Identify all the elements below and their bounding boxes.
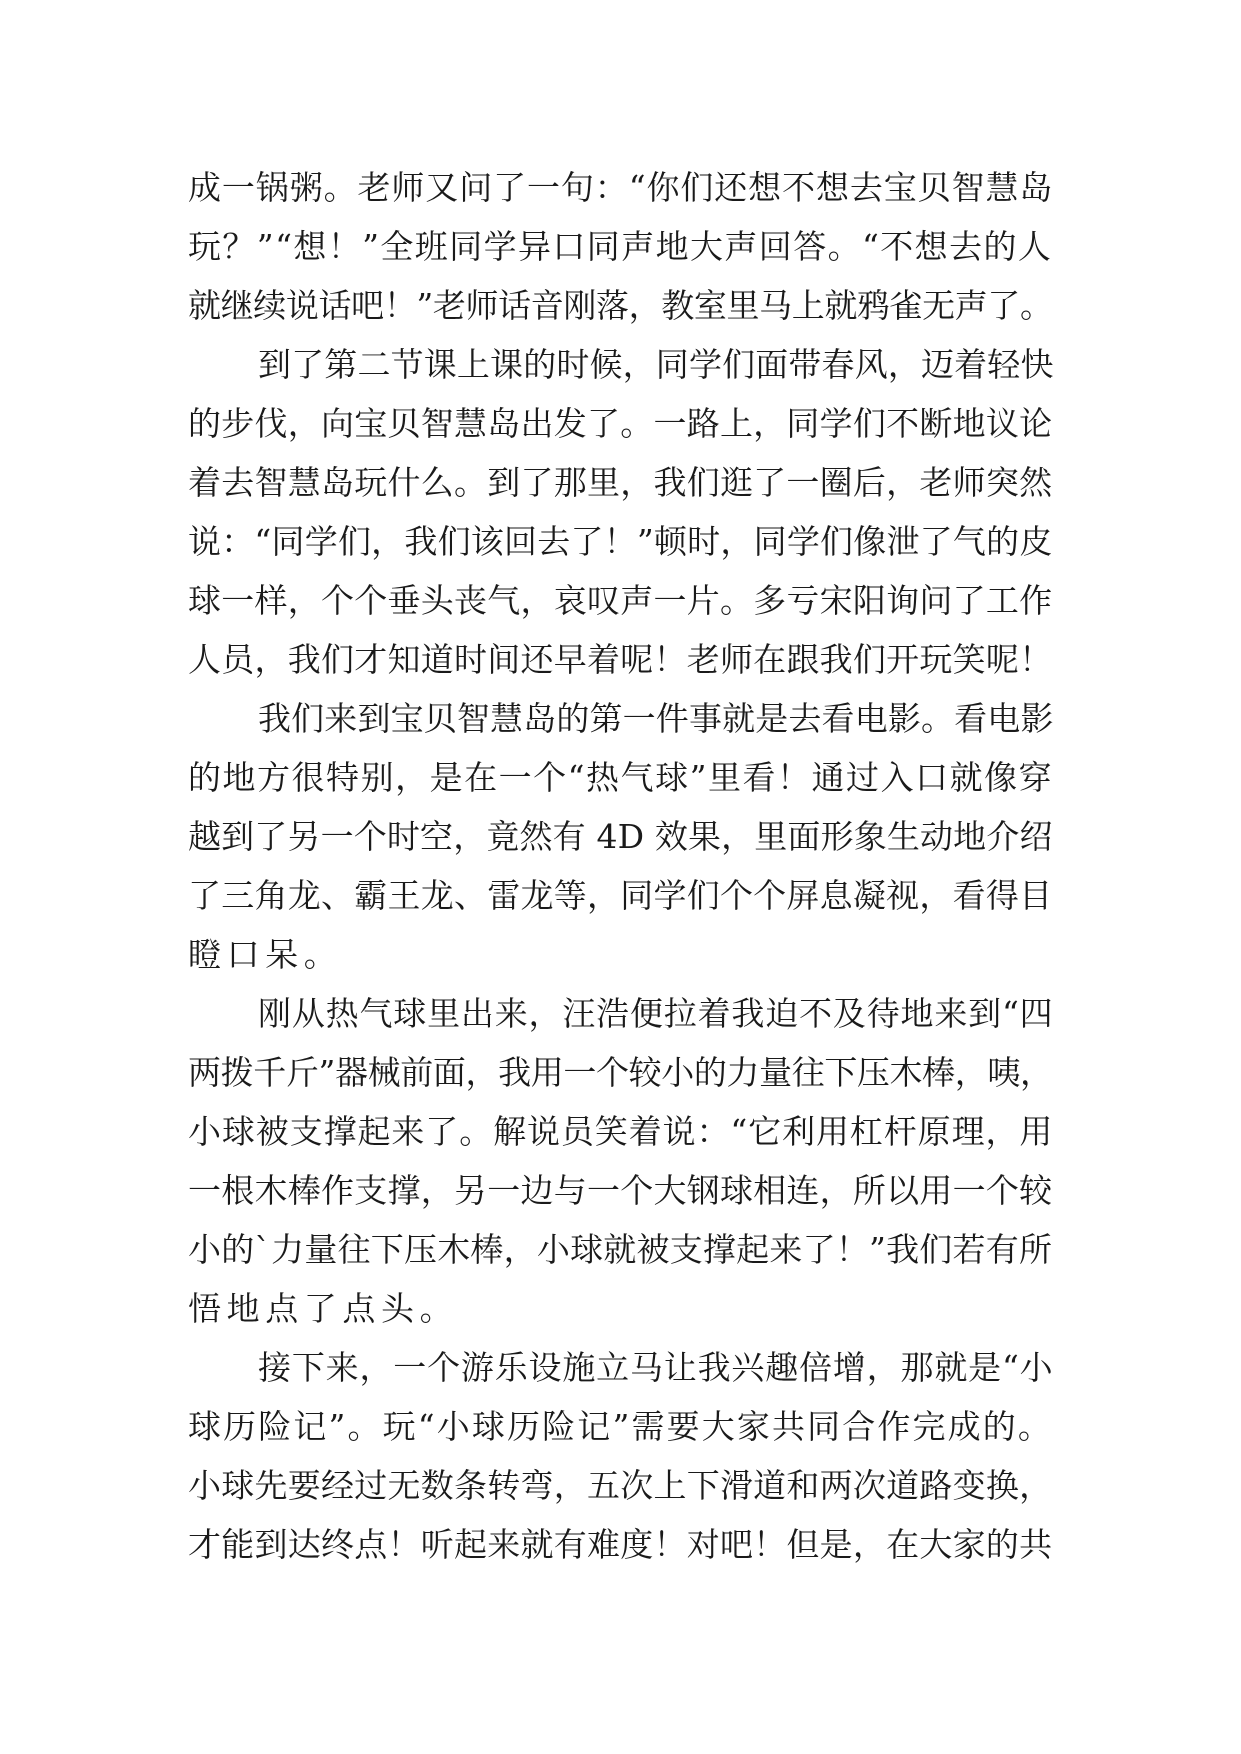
text-line: 就继续说话吧！”老师话音刚落，教室里马上就鸦雀无声了。 xyxy=(188,286,1053,325)
text-line: 小球先要经过无数条转弯，五次上下滑道和两次道路变换， xyxy=(188,1466,1053,1505)
text-line: 一根木棒作支撑，另一边与一个大钢球相连，所以用一个较 xyxy=(188,1171,1053,1210)
paragraph-first-line: 刚从热气球里出来，汪浩便拉着我迫不及待地来到“四 xyxy=(258,994,1054,1033)
paragraph-first-line: 到了第二节课上课的时候，同学们面带春风，迈着轻快 xyxy=(258,345,1054,384)
text-line: 瞪口呆。 xyxy=(188,935,343,974)
text-line: 两拨千斤”器械前面，我用一个较小的力量往下压木棒，咦， xyxy=(188,1053,1053,1092)
text-line: 人员，我们才知道时间还早着呢！老师在跟我们开玩笑呢！ xyxy=(188,640,1053,679)
text-line: 才能到达终点！听起来就有难度！对吧！但是，在大家的共 xyxy=(188,1525,1053,1564)
text-line: 球历险记”。玩“小球历险记”需要大家共同合作完成的。 xyxy=(188,1407,1054,1446)
document-body xyxy=(188,158,1058,1574)
text-line: 玩？”“想！”全班同学异口同声地大声回答。“不想去的人 xyxy=(188,227,1053,266)
text-line: 越到了另一个时空，竟然有 4D 效果，里面形象生动地介绍 xyxy=(188,817,1053,856)
text-line: 悟地点了点头。 xyxy=(188,1289,459,1328)
paragraph-first-line: 接下来，一个游乐设施立马让我兴趣倍增，那就是“小 xyxy=(258,1348,1054,1387)
paragraph-first-line: 我们来到宝贝智慧岛的第一件事就是去看电影。看电影 xyxy=(258,699,1054,738)
text-line: 了三角龙、霸王龙、雷龙等，同学们个个屏息凝视，看得目 xyxy=(188,876,1053,915)
text-line: 球一样，个个垂头丧气，哀叹声一片。多亏宋阳询问了工作 xyxy=(188,581,1053,620)
text-line: 小的`力量往下压木棒，小球就被支撑起来了！”我们若有所 xyxy=(188,1230,1053,1269)
text-line: 说：“同学们，我们该回去了！”顿时，同学们像泄了气的皮 xyxy=(188,522,1053,561)
text-line: 着去智慧岛玩什么。到了那里，我们逛了一圈后，老师突然 xyxy=(188,463,1053,502)
text-line: 成一锅粥。老师又问了一句：“你们还想不想去宝贝智慧岛 xyxy=(188,168,1054,207)
text-line: 小球被支撑起来了。解说员笑着说：“它利用杠杆原理，用 xyxy=(188,1112,1054,1151)
text-line: 的地方很特别，是在一个“热气球”里看！通过入口就像穿 xyxy=(188,758,1054,797)
text-line: 的步伐，向宝贝智慧岛出发了。一路上，同学们不断地议论 xyxy=(188,404,1053,443)
